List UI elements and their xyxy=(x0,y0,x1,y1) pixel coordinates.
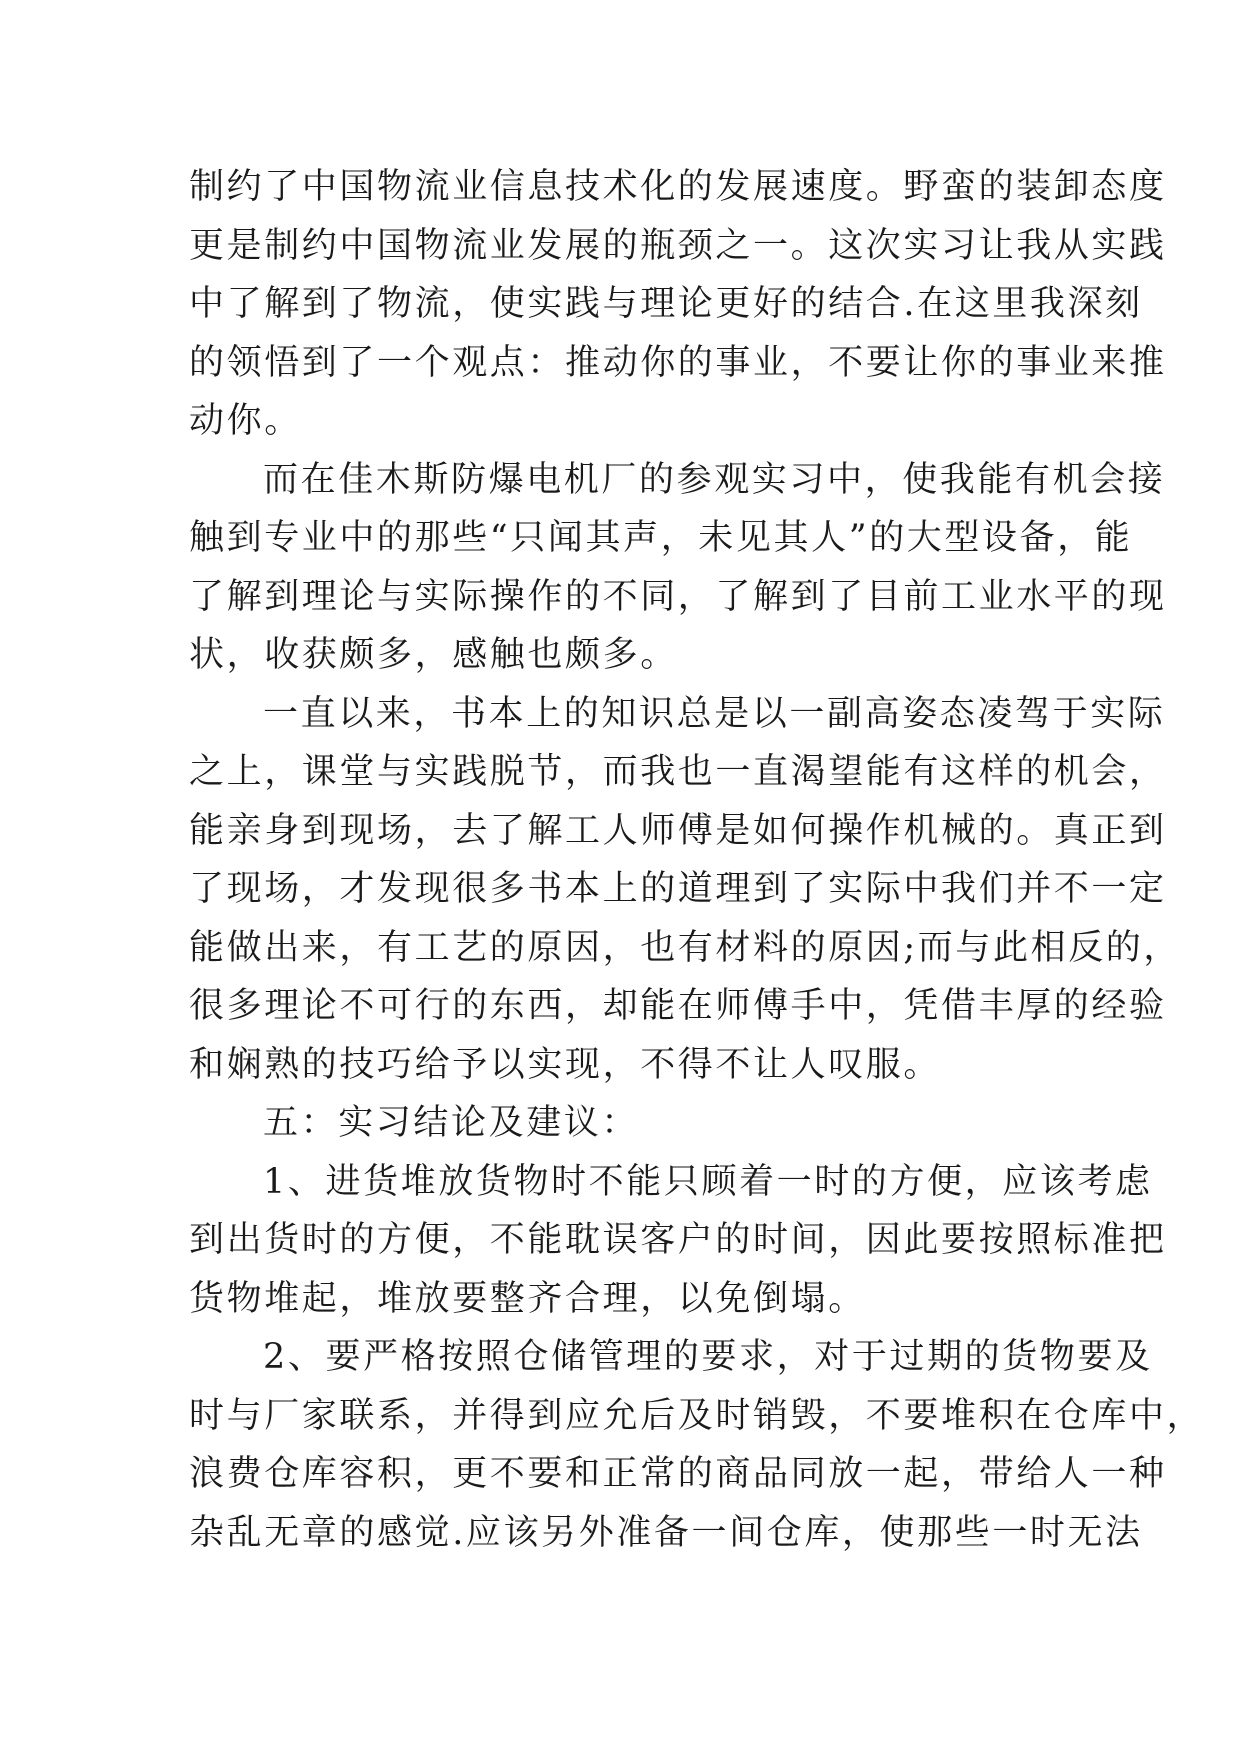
text-line: 能亲身到现场，去了解工人师傅是如何操作机械的。真正到 xyxy=(189,810,1167,851)
text-line: 了现场，才发现很多书本上的道理到了实际中我们并不一定 xyxy=(189,869,1167,909)
text-line: 浪费仓库容积，更不要和正常的商品同放一起，带给人一种 xyxy=(189,1454,1167,1494)
text-line: 很多理论不可行的东西，却能在师傅手中，凭借丰厚的经验 xyxy=(189,986,1167,1026)
text-line: 货物堆起，堆放要整齐合理，以免倒塌。 xyxy=(189,1278,866,1319)
text-line: 时与厂家联系，并得到应允后及时销毁，不要堆积在仓库中， xyxy=(189,1395,1205,1436)
text-line: 动你。 xyxy=(189,401,302,441)
text-line: 到出货时的方便，不能耽误客户的时间，因此要按照标准把 xyxy=(189,1220,1167,1260)
text-line: 之上，课堂与实践脱节，而我也一直渴望能有这样的机会， xyxy=(189,752,1167,792)
paragraph-first-line: 一直以来，书本上的知识总是以一副高姿态凌驾于实际 xyxy=(263,693,1166,734)
text-line: 能做出来，有工艺的原因，也有材料的原因;而与此相反的， xyxy=(189,927,1181,968)
text-line: 中了解到了物流，使实践与理论更好的结合.在这里我深刻 xyxy=(189,284,1143,324)
paragraph-first-line: 而在佳木斯防爆电机厂的参观实习中，使我能有机会接 xyxy=(263,459,1166,500)
text-line: 触到专业中的那些“只闻其声，未见其人”的大型设备，能 xyxy=(189,518,1133,558)
paragraph-first-line: 1、进货堆放货物时不能只顾着一时的方便，应该考虑 xyxy=(263,1161,1153,1202)
text-line: 杂乱无章的感觉.应该另外准备一间仓库，使那些一时无法 xyxy=(189,1512,1143,1553)
text-line: 了解到理论与实际操作的不同，了解到了目前工业水平的现 xyxy=(189,576,1167,617)
section-heading: 五：实习结论及建议： xyxy=(263,1103,640,1143)
text-line: 更是制约中国物流业发展的瓶颈之一。这次实习让我从实践 xyxy=(189,225,1167,266)
text-line: 的领悟到了一个观点：推动你的事业，不要让你的事业来推 xyxy=(189,342,1167,383)
paragraph-first-line: 2、要严格按照仓储管理的要求，对于过期的货物要及 xyxy=(263,1337,1153,1377)
document-body xyxy=(189,158,1205,1562)
text-line: 状，收获颇多，感触也颇多。 xyxy=(189,635,678,675)
text-line: 和娴熟的技巧给予以实现，不得不让人叹服。 xyxy=(189,1044,942,1085)
text-line: 制约了中国物流业信息技术化的发展速度。野蛮的装卸态度 xyxy=(189,167,1167,207)
